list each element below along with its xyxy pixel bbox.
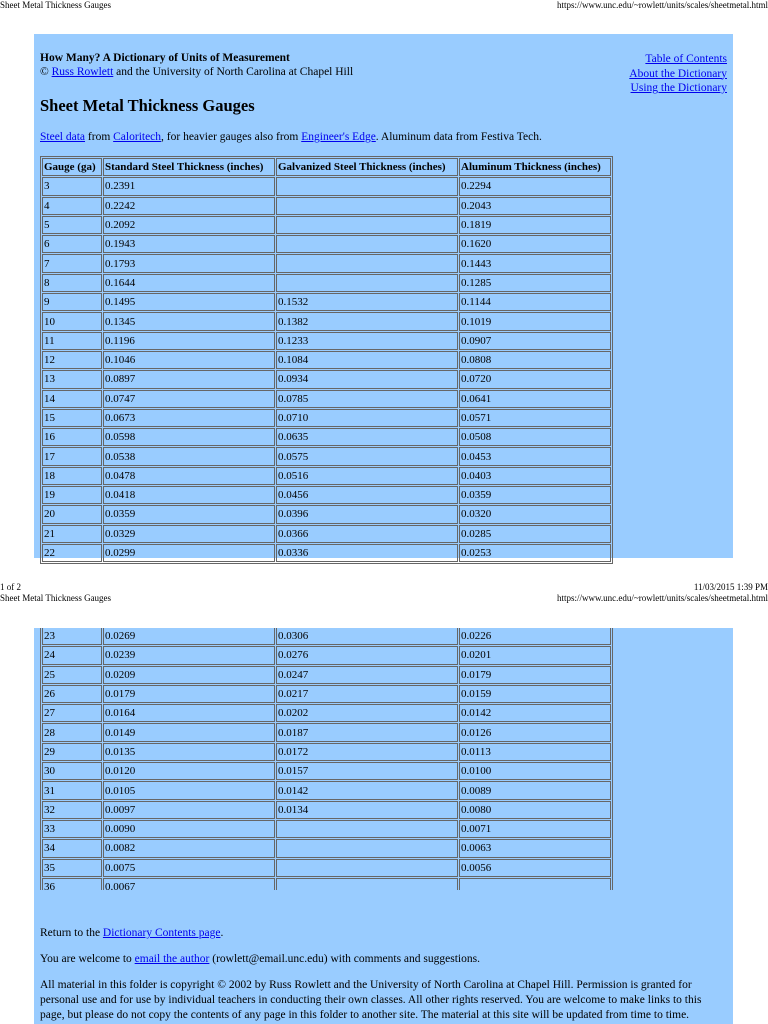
aluminum-cell: 0.1819 (459, 216, 611, 234)
galvanized-steel-cell: 0.0172 (276, 743, 458, 761)
standard-steel-cell: 0.0082 (103, 839, 275, 857)
table-row (42, 312, 611, 330)
print-timestamp: 11/03/2015 1:39 PM (693, 582, 768, 592)
galvanized-steel-cell: 0.1084 (276, 351, 458, 369)
table-row (42, 197, 611, 215)
galvanized-steel-cell: 0.1382 (276, 312, 458, 330)
standard-steel-cell: 0.0747 (103, 390, 275, 408)
table-row (42, 781, 611, 799)
sources-text-1: from (85, 131, 114, 143)
galvanized-steel-cell: 0.0142 (276, 781, 458, 799)
aluminum-cell: 0.0126 (459, 723, 611, 741)
aluminum-cell: 0.1285 (459, 274, 611, 292)
print-page-number: 1 of 2 (0, 582, 21, 592)
content-panel-page-1 (34, 34, 733, 558)
table-row (42, 723, 611, 741)
gauge-cell: 9 (42, 293, 102, 311)
gauge-cell: 13 (42, 370, 102, 388)
sources-line (40, 131, 542, 143)
table-row (42, 743, 611, 761)
galvanized-steel-cell: 0.0516 (276, 467, 458, 485)
gauge-cell: 32 (42, 801, 102, 819)
standard-steel-cell: 0.0105 (103, 781, 275, 799)
standard-steel-cell: 0.1943 (103, 235, 275, 253)
standard-steel-cell: 0.0075 (103, 859, 275, 877)
table-row (42, 351, 611, 369)
aluminum-cell: 0.0142 (459, 704, 611, 722)
galvanized-steel-cell: 0.0202 (276, 704, 458, 722)
gauge-cell: 31 (42, 781, 102, 799)
table-row (42, 274, 611, 292)
gauge-cell: 11 (42, 332, 102, 350)
copyright-notice: All material in this folder is copyright © 2002 by Russ Rowlett and the University of North Carolina at Chapel Hill. Permission is granted for personal use and for use by individual teachers in conducting their own classes. All other rights reserved. You are welcome to make links to this page, but please do not copy the contents of any page in this folder to another site. The material at this site will be updated from time to time. (40, 979, 702, 1021)
standard-steel-cell: 0.0097 (103, 801, 275, 819)
galvanized-steel-cell: 0.0134 (276, 801, 458, 819)
gauge-cell: 17 (42, 447, 102, 465)
table-row (42, 409, 611, 427)
standard-steel-cell: 0.0538 (103, 447, 275, 465)
table-row (42, 762, 611, 780)
aluminum-cell: 0.0720 (459, 370, 611, 388)
table-row (42, 486, 611, 504)
table-body-part-1 (42, 177, 611, 562)
toc-links (629, 52, 727, 96)
gauge-cell: 22 (42, 544, 102, 562)
aluminum-cell: 0.0201 (459, 646, 611, 664)
galvanized-steel-cell: 0.0276 (276, 646, 458, 664)
gauge-cell: 7 (42, 254, 102, 272)
standard-steel-cell: 0.1644 (103, 274, 275, 292)
aluminum-cell: 0.0100 (459, 762, 611, 780)
return-post: . (220, 927, 224, 939)
standard-steel-cell: 0.1495 (103, 293, 275, 311)
aluminum-cell: 0.0226 (459, 628, 611, 645)
galvanized-steel-cell: 0.0934 (276, 370, 458, 388)
galvanized-steel-cell: 0.1233 (276, 332, 458, 350)
aluminum-cell: 0.0285 (459, 525, 611, 543)
aluminum-cell: 0.0071 (459, 820, 611, 838)
standard-steel-cell: 0.1345 (103, 312, 275, 330)
header-standard-steel: Standard Steel Thickness (inches) (103, 158, 275, 176)
aluminum-cell: 0.0089 (459, 781, 611, 799)
standard-steel-cell: 0.0164 (103, 704, 275, 722)
galvanized-steel-cell: 0.0247 (276, 666, 458, 684)
standard-steel-cell: 0.0135 (103, 743, 275, 761)
galvanized-steel-cell: 0.1532 (276, 293, 458, 311)
gauge-cell: 14 (42, 390, 102, 408)
email-author-link[interactable]: email the author (134, 953, 210, 965)
header-aluminum: Aluminum Thickness (inches) (459, 158, 611, 176)
standard-steel-cell: 0.0067 (103, 878, 275, 890)
standard-steel-cell: 0.0120 (103, 762, 275, 780)
print-header-url-2: https://www.unc.edu/~rowlett/units/scales/sheetmetal.html (557, 593, 768, 603)
aluminum-cell: 0.0508 (459, 428, 611, 446)
table-row (42, 370, 611, 388)
gauge-cell: 30 (42, 762, 102, 780)
copyright-rest: and the University of North Carolina at Chapel Hill (113, 66, 354, 78)
galvanized-steel-cell (276, 197, 458, 215)
galvanized-steel-cell: 0.0187 (276, 723, 458, 741)
table-row (42, 447, 611, 465)
table-continuation-clip (40, 628, 614, 890)
galvanized-steel-cell: 0.0366 (276, 525, 458, 543)
galvanized-steel-cell: 0.0575 (276, 447, 458, 465)
gauge-cell: 35 (42, 859, 102, 877)
galvanized-steel-cell (276, 878, 458, 890)
standard-steel-cell: 0.0299 (103, 544, 275, 562)
steel-data-link[interactable]: Steel data (40, 131, 86, 143)
aluminum-cell: 0.0253 (459, 544, 611, 562)
gauge-cell: 10 (42, 312, 102, 330)
return-pre: Return to the (40, 927, 103, 939)
gauge-cell: 18 (42, 467, 102, 485)
standard-steel-cell: 0.0478 (103, 467, 275, 485)
standard-steel-cell: 0.2092 (103, 216, 275, 234)
aluminum-cell: 0.1144 (459, 293, 611, 311)
table-row (42, 390, 611, 408)
standard-steel-cell: 0.0598 (103, 428, 275, 446)
gauge-table-part-2 (40, 628, 613, 890)
galvanized-steel-cell: 0.0306 (276, 628, 458, 645)
gauge-cell: 19 (42, 486, 102, 504)
gauge-cell: 16 (42, 428, 102, 446)
author-link[interactable]: Russ Rowlett (51, 66, 114, 78)
gauge-cell: 27 (42, 704, 102, 722)
galvanized-steel-cell: 0.0217 (276, 685, 458, 703)
galvanized-steel-cell: 0.0336 (276, 544, 458, 562)
aluminum-cell (459, 878, 611, 890)
gauge-cell: 4 (42, 197, 102, 215)
table-row (42, 216, 611, 234)
welcome-post: (rowlett@email.unc.edu) with comments and suggestions. (209, 953, 480, 965)
aluminum-cell: 0.0403 (459, 467, 611, 485)
engineers-edge-link[interactable]: Engineer's Edge (301, 131, 376, 143)
welcome-pre: You are welcome to (40, 953, 135, 965)
table-row (42, 628, 611, 645)
dictionary-contents-link[interactable]: Dictionary Contents page (102, 927, 221, 939)
standard-steel-cell: 0.0673 (103, 409, 275, 427)
gauge-cell: 5 (42, 216, 102, 234)
caloritech-link[interactable]: Caloritech (113, 131, 162, 143)
gauge-cell: 15 (42, 409, 102, 427)
table-row (42, 177, 611, 195)
standard-steel-cell: 0.0209 (103, 666, 275, 684)
table-row (42, 293, 611, 311)
content-panel-page-2 (34, 628, 733, 1024)
galvanized-steel-cell: 0.0785 (276, 390, 458, 408)
aluminum-cell: 0.1620 (459, 235, 611, 253)
table-row (42, 332, 611, 350)
welcome-line (40, 952, 480, 967)
table-row (42, 801, 611, 819)
standard-steel-cell: 0.0359 (103, 505, 275, 523)
table-row (42, 704, 611, 722)
table-row (42, 235, 611, 253)
aluminum-cell: 0.0907 (459, 332, 611, 350)
sources-text-3: . Aluminum data from Festiva Tech. (375, 131, 542, 143)
table-row (42, 467, 611, 485)
standard-steel-cell: 0.1793 (103, 254, 275, 272)
galvanized-steel-cell (276, 859, 458, 877)
table-row (42, 839, 611, 857)
standard-steel-cell: 0.0418 (103, 486, 275, 504)
table-row (42, 505, 611, 523)
aluminum-cell: 0.0359 (459, 486, 611, 504)
gauge-cell: 25 (42, 666, 102, 684)
gauge-cell: 24 (42, 646, 102, 664)
standard-steel-cell: 0.1046 (103, 351, 275, 369)
table-body-part-2 (42, 628, 611, 890)
standard-steel-cell: 0.0897 (103, 370, 275, 388)
print-header-title: Sheet Metal Thickness Gauges (0, 0, 112, 10)
using-dictionary-link[interactable]: Using the Dictionary (630, 82, 727, 94)
table-of-contents-link[interactable]: Table of Contents (645, 53, 727, 65)
galvanized-steel-cell: 0.0710 (276, 409, 458, 427)
galvanized-steel-cell: 0.0635 (276, 428, 458, 446)
standard-steel-cell: 0.0269 (103, 628, 275, 645)
gauge-cell: 6 (42, 235, 102, 253)
aluminum-cell: 0.0159 (459, 685, 611, 703)
galvanized-steel-cell: 0.0157 (276, 762, 458, 780)
table-row (42, 544, 611, 562)
aluminum-cell: 0.1019 (459, 312, 611, 330)
galvanized-steel-cell: 0.0396 (276, 505, 458, 523)
page-title: Sheet Metal Thickness Gauges (40, 96, 255, 115)
copyright-symbol: © (40, 66, 49, 78)
galvanized-steel-cell (276, 216, 458, 234)
header-gauge: Gauge (ga) (42, 158, 102, 176)
gauge-cell: 21 (42, 525, 102, 543)
aluminum-cell: 0.2043 (459, 197, 611, 215)
aluminum-cell: 0.0808 (459, 351, 611, 369)
standard-steel-cell: 0.0179 (103, 685, 275, 703)
standard-steel-cell: 0.0239 (103, 646, 275, 664)
aluminum-cell: 0.0453 (459, 447, 611, 465)
aluminum-cell: 0.0113 (459, 743, 611, 761)
table-row (42, 820, 611, 838)
gauge-cell: 28 (42, 723, 102, 741)
gauge-table-part-1 (40, 156, 613, 564)
standard-steel-cell: 0.1196 (103, 332, 275, 350)
gauge-cell: 34 (42, 839, 102, 857)
print-header-url: https://www.unc.edu/~rowlett/units/scales/sheetmetal.html (557, 0, 768, 10)
return-line (40, 926, 223, 941)
aluminum-cell: 0.0080 (459, 801, 611, 819)
aluminum-cell: 0.0179 (459, 666, 611, 684)
standard-steel-cell: 0.0329 (103, 525, 275, 543)
galvanized-steel-cell (276, 254, 458, 272)
aluminum-cell: 0.2294 (459, 177, 611, 195)
about-dictionary-link[interactable]: About the Dictionary (629, 67, 727, 80)
print-header-title-2: Sheet Metal Thickness Gauges (0, 593, 112, 603)
aluminum-cell: 0.0320 (459, 505, 611, 523)
table-row (42, 254, 611, 272)
galvanized-steel-cell: 0.0456 (276, 486, 458, 504)
gauge-cell: 23 (42, 628, 102, 645)
gauge-cell: 26 (42, 685, 102, 703)
aluminum-cell: 0.1443 (459, 254, 611, 272)
table-row (42, 428, 611, 446)
table-row (42, 685, 611, 703)
table-row (42, 859, 611, 877)
gauge-cell: 33 (42, 820, 102, 838)
galvanized-steel-cell (276, 274, 458, 292)
galvanized-steel-cell (276, 235, 458, 253)
standard-steel-cell: 0.2242 (103, 197, 275, 215)
aluminum-cell: 0.0571 (459, 409, 611, 427)
standard-steel-cell: 0.0090 (103, 820, 275, 838)
gauge-cell: 36 (42, 878, 102, 890)
gauge-cell: 8 (42, 274, 102, 292)
table-row (42, 525, 611, 543)
sources-text-2: , for heavier gauges also from (161, 131, 302, 143)
table-row (42, 878, 611, 890)
table-row (42, 646, 611, 664)
aluminum-cell: 0.0063 (459, 839, 611, 857)
gauge-cell: 20 (42, 505, 102, 523)
table-header-row (42, 158, 611, 176)
standard-steel-cell: 0.2391 (103, 177, 275, 195)
gauge-cell: 12 (42, 351, 102, 369)
site-title: How Many? A Dictionary of Units of Measurement (40, 52, 290, 64)
galvanized-steel-cell (276, 177, 458, 195)
galvanized-steel-cell (276, 820, 458, 838)
header-galvanized-steel: Galvanized Steel Thickness (inches) (276, 158, 458, 176)
site-copyright (40, 66, 353, 78)
gauge-cell: 29 (42, 743, 102, 761)
aluminum-cell: 0.0641 (459, 390, 611, 408)
galvanized-steel-cell (276, 839, 458, 857)
gauge-cell: 3 (42, 177, 102, 195)
aluminum-cell: 0.0056 (459, 859, 611, 877)
standard-steel-cell: 0.0149 (103, 723, 275, 741)
table-row (42, 666, 611, 684)
